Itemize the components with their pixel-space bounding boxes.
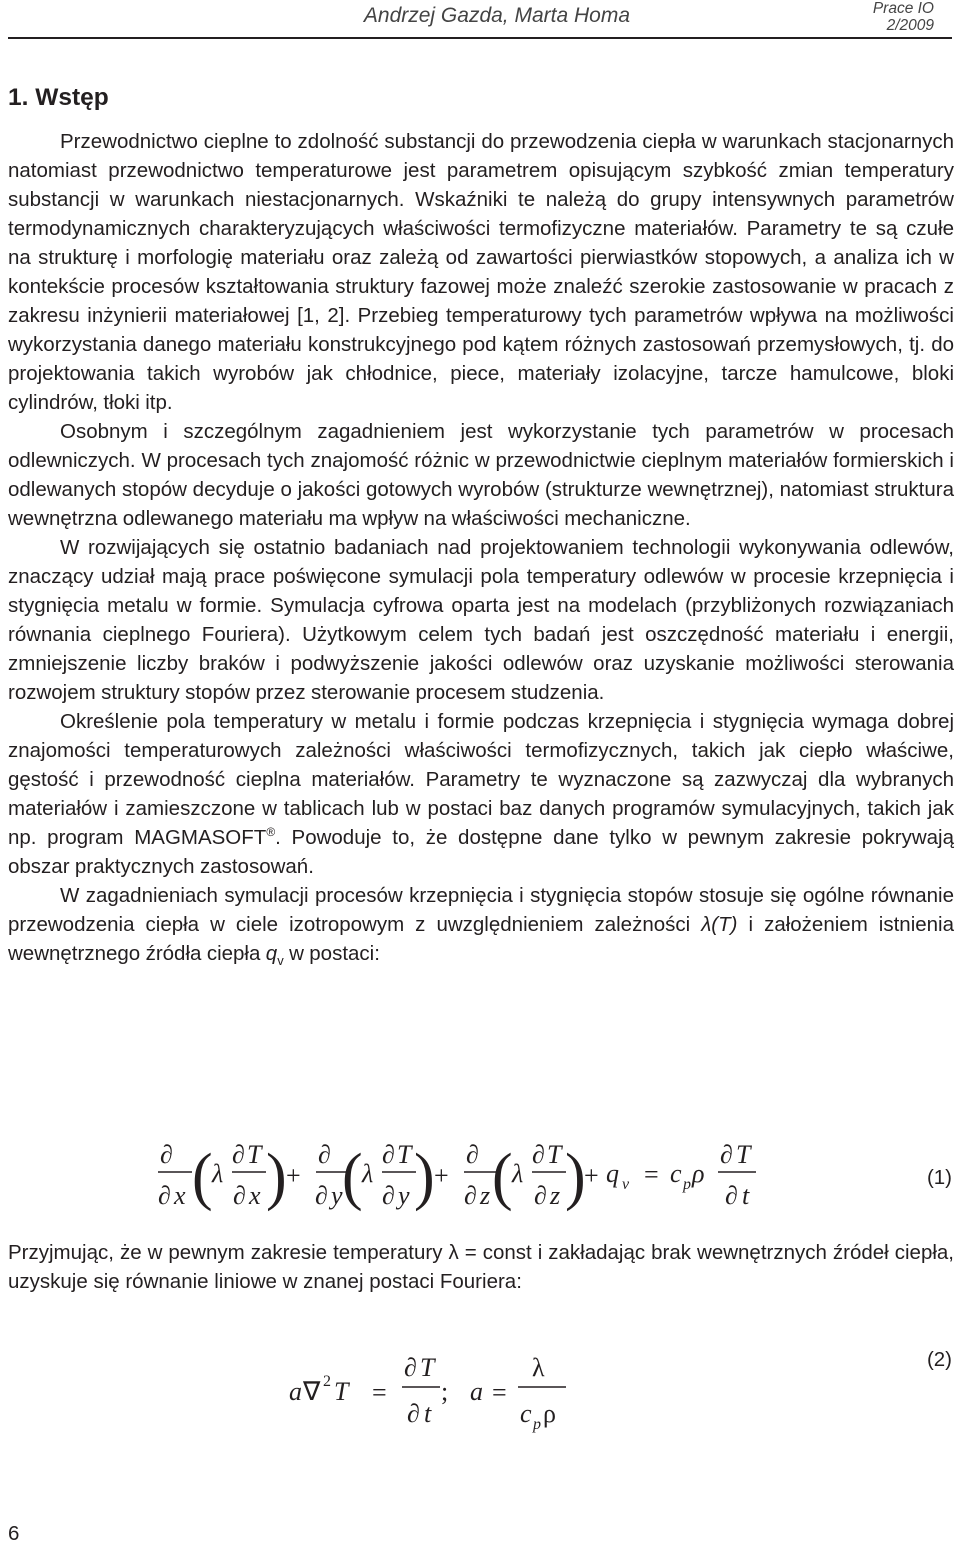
- eq1-var-x: x: [249, 1181, 261, 1210]
- eq1-partial: ∂: [466, 1140, 479, 1169]
- eq1-lparen: (: [492, 1139, 513, 1213]
- section-title: 1. Wstęp: [8, 84, 109, 111]
- eq2-partial: ∂: [404, 1353, 417, 1382]
- eq2-T: T: [420, 1353, 435, 1382]
- eq1-var-y: y: [331, 1181, 343, 1210]
- eq1-lparen: (: [342, 1139, 363, 1213]
- eq1-partial: ∂: [382, 1140, 395, 1169]
- eq1-c: c: [670, 1159, 682, 1188]
- eq2-sub-p: p: [533, 1416, 541, 1433]
- registered-mark: ®: [266, 825, 276, 840]
- eq1-partial: ∂: [233, 1181, 246, 1210]
- eq2-square: 2: [323, 1373, 331, 1390]
- paragraph-text: Określenie pola temperatury w metalu i formie podczas krzepnięcia i stygnięcia wymaga dobrej znajomości temperaturowych zależności właściwości termofizycznych, takich jak ciepło właściwe, gęstość i przewodność cieplna materiałów. Parametry te wyznaczone są zazwyczaj dla wybranych materiałów i zamieszczone w tablicach lub w postaci baz danych programów symulacyjnych, takich jak np. program MAGMASOFT: [8, 710, 954, 849]
- eq2-a: a: [470, 1377, 483, 1406]
- eq1-var-T: T: [547, 1140, 562, 1169]
- eq1-rho: ρ: [692, 1159, 705, 1188]
- eq1-partial: ∂: [464, 1181, 477, 1210]
- eq1-var-y: y: [398, 1181, 410, 1210]
- eq1-rparen: ): [414, 1139, 435, 1213]
- eq2-t: t: [424, 1399, 432, 1428]
- header-authors: Andrzej Gazda, Marta Homa: [363, 4, 630, 27]
- eq2-lambda: λ: [532, 1353, 545, 1382]
- eq1-partial: ∂: [382, 1181, 395, 1210]
- eq1-partial: ∂: [725, 1181, 738, 1210]
- eq1-partial: ∂: [158, 1181, 171, 1210]
- equation-number: (1): [926, 1166, 952, 1189]
- eq1-q: q: [606, 1159, 619, 1188]
- paragraph: Osobnym i szczególnym zagadnieniem jest wykorzystanie tych parametrów w procesach odlewniczych. W procesach tych znajomość różnic w przewodnictwie cieplnym materiałów formierskich i odlewanych stopów decyduje o jakości gotowych wyrobów (strukturze wewnętrznej), natomiast struktura wewnętrzna odlewanego materiału ma wpływ na właściwości mechaniczne.: [8, 420, 954, 530]
- eq1-var-T: T: [736, 1140, 751, 1169]
- eq1-var-z: z: [550, 1181, 561, 1210]
- header-journal: [873, 0, 934, 34]
- eq2-equals: =: [372, 1378, 387, 1407]
- eq1-equals: =: [644, 1160, 659, 1189]
- paragraph: [8, 881, 954, 968]
- eq1-partial: ∂: [720, 1140, 733, 1169]
- q-symbol: q: [265, 942, 278, 965]
- paragraph: [8, 707, 954, 881]
- eq2-rho: ρ: [543, 1399, 556, 1428]
- eq1-rparen: ): [565, 1139, 586, 1213]
- eq2-partial: ∂: [407, 1399, 420, 1428]
- eq1-partial: ∂: [318, 1140, 331, 1169]
- eq1-lambda: λ: [212, 1159, 224, 1188]
- eq1-partial: ∂: [160, 1140, 173, 1169]
- body-text-2: [8, 1238, 954, 1296]
- eq1-var-T: T: [397, 1140, 412, 1169]
- header-rule: [8, 37, 952, 39]
- eq1-lparen: (: [192, 1139, 213, 1213]
- eq1-lambda: λ: [512, 1159, 524, 1188]
- paragraph: W rozwijających się ostatnio badaniach nad projektowaniem technologii wykonywania odlewów, znaczący udział mają prace poświęcone symulacji pola temperatury odlewów w procesie krzepnięcia i stygnięcia metalu w formie. Symulacja cyfrowa oparta jest na modelach (przybliżonych rozwiązaniach równania cieplnego Fouriera). Użytkowym celem tych badań jest oszczędność materiału i energii, zmniejszenie liczby braków i podwyższenie jakości odlewów oraz uzyskanie możliwości sterowania rozwojem struktury stopów przez sterowanie procesem studzenia.: [8, 536, 954, 704]
- eq1-rparen: ): [266, 1139, 287, 1213]
- eq1-var-T: T: [247, 1140, 262, 1169]
- equation-2: [0, 1340, 960, 1440]
- eq1-plus: +: [584, 1161, 599, 1190]
- body-text: [8, 127, 954, 968]
- equation-2-formula: [0, 1340, 700, 1440]
- eq2-T: T: [334, 1377, 349, 1406]
- eq1-sub-p: p: [683, 1176, 691, 1193]
- paragraph: Przewodnictwo cieplne to zdolność substancji do przewodzenia ciepła w warunkach stacjonarnych natomiast przewodnictwo temperaturowe jest parametrem opisującym szybkość zmian temperatury substancji w warunkach niestacjonarnych. Wskaźniki te należą do grupy intensywnych parametrów termodynamicznych charakteryzujących właściwości termofizyczne materiałów. Parametry te są czułe na strukturę i morfologię materiału oraz zależą od zawartości pierwiastków stopowych, a analiza ich w kontekście procesów kształtowania struktury fazowej może znaleźć szerokie zastosowanie w pracach z zakresu inżynierii materiałowej [1, 2]. Przebieg temperaturowy tych parametrów wpływa na możliwości wykorzystania danego materiału konstrukcyjnego pod kątem różnych zastosowań przemysłowych, tj. do projektowania takich wyrobów jak chłodnice, piece, materiały izolacyjne, tarcze hamulcowe, bloki cylindrów, tłoki itp.: [8, 130, 954, 414]
- eq1-partial: ∂: [532, 1140, 545, 1169]
- q-subscript: v: [277, 953, 284, 968]
- eq1-lambda: λ: [362, 1159, 374, 1188]
- eq1-var-z: z: [480, 1181, 491, 1210]
- paragraph-end: w postaci:: [283, 942, 380, 965]
- paragraph-middle: i założeniem istnienia wewnętrznego źródła ciepła: [8, 913, 955, 965]
- eq1-plus: +: [286, 1161, 301, 1190]
- equation-1: [0, 1120, 960, 1220]
- eq1-var-x: x: [174, 1181, 186, 1210]
- eq1-partial: ∂: [315, 1181, 328, 1210]
- journal-issue: 2/2009: [886, 17, 934, 34]
- journal-name: Prace IO: [872, 0, 934, 17]
- equation-1-formula: [0, 1120, 900, 1220]
- eq2-semicolon: ;: [441, 1377, 449, 1406]
- eq1-partial: ∂: [232, 1140, 245, 1169]
- equation-number: (2): [926, 1348, 952, 1371]
- paragraph-text: W zagadnieniach symulacji procesów krzepnięcia i stygnięcia stopów stosuje się ogólne równanie przewodzenia ciepła w ciele izotropowym z uwzględnieniem zależności: [8, 884, 954, 936]
- eq2-equals: =: [492, 1378, 507, 1407]
- eq2-nabla: ∇: [303, 1377, 321, 1406]
- paragraph-tail: . Powoduje to, że dostępne dane tylko w pewnym zakresie pokrywają obszar praktycznych zastosowań.: [8, 826, 954, 878]
- eq1-partial: ∂: [534, 1181, 547, 1210]
- eq1-var-t: t: [742, 1181, 750, 1210]
- page-number: 6: [8, 1522, 20, 1545]
- lambda-of-t: λ(T): [701, 913, 738, 936]
- eq1-plus: +: [434, 1161, 449, 1190]
- paragraph: Przyjmując, że w pewnym zakresie temperatury λ = const i zakładając brak wewnętrznych źródeł ciepła, uzyskuje się równanie liniowe w znanej postaci Fouriera:: [8, 1241, 954, 1293]
- eq2-c: c: [520, 1399, 532, 1428]
- eq1-sub-v: v: [622, 1176, 630, 1193]
- eq2-a: a: [289, 1377, 302, 1406]
